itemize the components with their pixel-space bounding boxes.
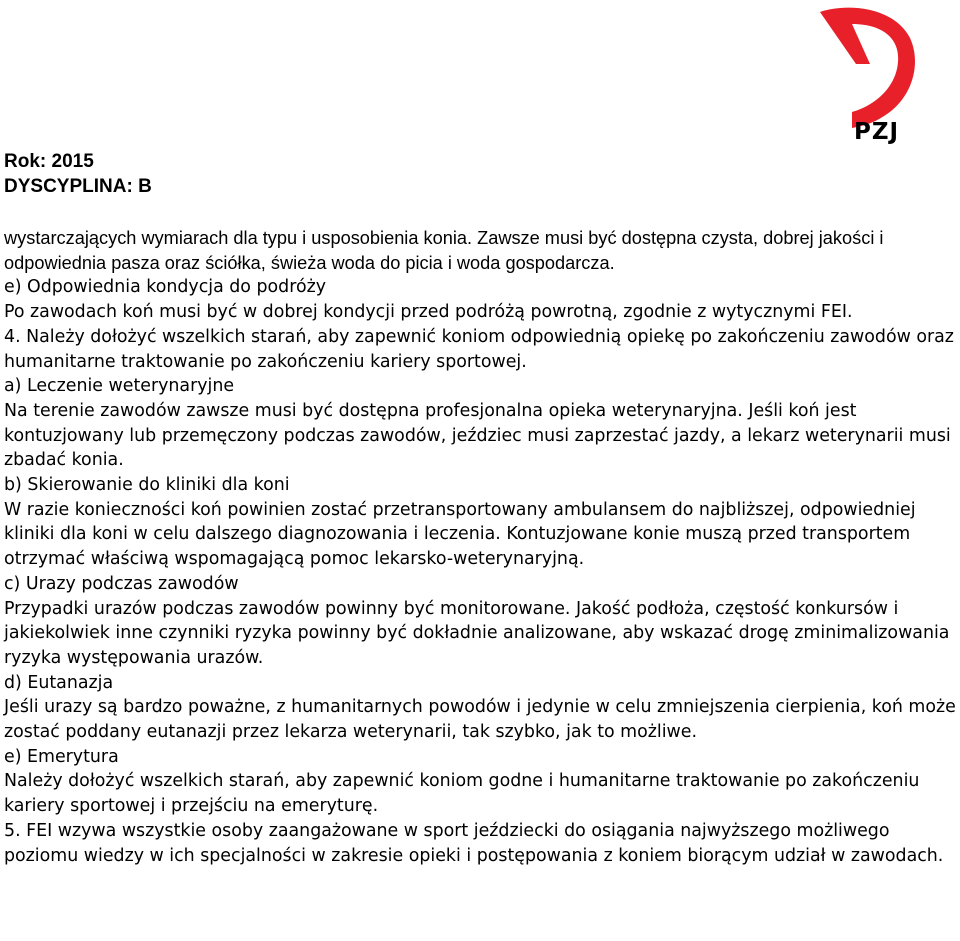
- paragraph: Należy dołożyć wszelkich starań, aby zapewnić koniom godne i humanitarne traktowanie po zakończeniu kariery sportowej i przejściu na emeryturę.: [4, 771, 920, 817]
- paragraph: Po zawodach koń musi być w dobrej kondycji przed podróżą powrotną, zgodnie z wytycznymi FEI.: [4, 302, 853, 323]
- paragraph: 5. FEI wzywa wszystkie osoby zaangażowane w sport jeździecki do osiągania najwyższego możliwego poziomu wiedzy w ich specjalności w zakresie opieki i postępowania z koniem biorącym udział w zawodach.: [4, 820, 944, 866]
- section-heading: a) Leczenie weterynaryjne: [4, 376, 235, 397]
- paragraph: wystarczających wymiarach dla typu i usposobienia konia. Zawsze musi być dostępna czysta, dobrej jakości i odpowiednia pasza oraz ściółka, świeża woda do picia i woda gospodarcza.: [4, 228, 884, 273]
- section-heading: e) Emerytura: [4, 746, 119, 767]
- section-heading: e) Odpowiednia kondycja do podróży: [4, 277, 327, 298]
- document-body: [4, 226, 956, 868]
- paragraph: Na terenie zawodów zawsze musi być dostępna profesjonalna opieka weterynaryjna. Jeśli koń jest kontuzjowany lub przemęczony podczas zawodów, jeździec musi zaprzestać jazdy, a lekarz weterynarii musi zbadać konia.: [4, 400, 951, 471]
- section-heading: b) Skierowanie do kliniki dla koni: [4, 475, 290, 496]
- year-label: Rok: 2015: [4, 151, 94, 172]
- pzj-logo: [812, 4, 922, 146]
- document-header: [4, 149, 152, 199]
- section-heading: d) Eutanazja: [4, 672, 114, 693]
- section-heading: c) Urazy podczas zawodów: [4, 573, 239, 594]
- pzj-logo-mark: [812, 4, 922, 134]
- paragraph: Jeśli urazy są bardzo poważne, z humanitarnych powodów i jedynie w celu zmniejszenia cierpienia, koń może zostać poddany eutanazji przez lekarza weterynarii, tak szybko, jak to możliwe.: [4, 697, 956, 743]
- paragraph: Przypadki urazów podczas zawodów powinny być monitorowane. Jakość podłoża, częstość konkursów i jakiekolwiek inne czynniki ryzyka powinny być dokładnie analizowane, aby wskazać drogę zminimalizowania ryzyka występowania urazów.: [4, 598, 950, 668]
- paragraph: 4. Należy dołożyć wszelkich starań, aby zapewnić koniom odpowiednią opiekę po zakończeniu zawodów oraz humanitarne traktowanie po zakończeniu kariery sportowej.: [4, 326, 954, 372]
- paragraph: W razie konieczności koń powinien zostać przetransportowany ambulansem do najbliższej, odpowiedniej kliniki dla koni w celu dalszego diagnozowania i leczenia. Kontuzjowane konie muszą przed transportem otrzymać właściwą wspomagającą pomoc lekarsko-weterynaryjną.: [4, 499, 916, 570]
- logo-text: PZJ: [854, 119, 900, 145]
- discipline-label: DYSCYPLINA: B: [4, 176, 152, 197]
